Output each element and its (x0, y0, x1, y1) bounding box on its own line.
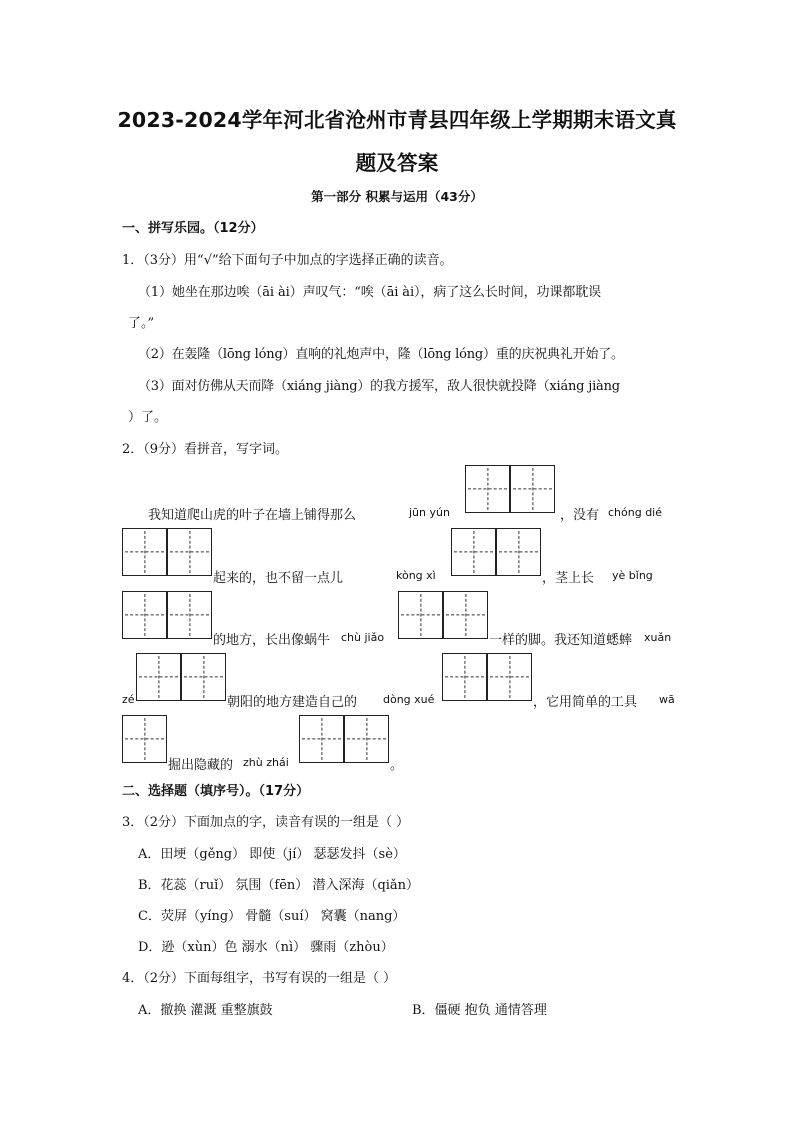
writing-box[interactable] (299, 715, 344, 763)
q3-option: A．田埂（gěng） 即使（jí） 瑟瑟发抖（sè） (138, 847, 406, 862)
q2-pinyin-5: chù jiǎo (341, 631, 385, 644)
writing-box[interactable] (510, 465, 555, 513)
writing-box[interactable] (487, 653, 532, 701)
q3-option: D．逊（xùn）色 溺水（nì） 骤雨（zhòu） (138, 940, 394, 955)
q3-option: C．荧屏（yíng） 骨髓（suí） 窝囊（nang） (138, 909, 406, 924)
q4-option-a: A．撤换 灌溉 重整旗鼓 (138, 1003, 273, 1018)
q2-pinyin-7: dòng xué (383, 693, 435, 706)
section1-heading: 一、拼写乐园。（12分） (122, 221, 264, 236)
section2-heading: 二、选择题（填序号）。（17分） (122, 784, 310, 799)
q2-line3-text: 的地方，长出像蜗牛 (213, 633, 331, 648)
q2-line5-text: 掘出隐藏的 (168, 758, 234, 773)
part-heading: 第一部分 积累与运用（43分） (311, 189, 483, 204)
document-title-line1: 2023-2024学年河北省沧州市青县四年级上学期期末语文真 (117, 108, 677, 132)
q2-pinyin-3: kòng xì (396, 569, 436, 582)
q2-line1-after: ，没有 (560, 508, 600, 523)
q4-stem: 4．（2分）下面每组字，书写有误的一组是（ ） (122, 971, 397, 986)
writing-box[interactable] (167, 528, 212, 576)
q2-line4-text: 朝阳的地方建造自己的 (227, 695, 358, 710)
q4-option-b: B．僵硬 抱负 通情答理 (412, 1003, 547, 1018)
writing-box[interactable] (442, 653, 487, 701)
q2-line2-text: 起来的，也不留一点儿 (213, 571, 344, 586)
q1-item1-line2: 了。” (128, 316, 155, 331)
document-title-line2: 题及答案 (355, 151, 439, 175)
writing-box[interactable] (496, 528, 541, 576)
q2-line3-after: 一样的脚。我还知道蟋蟀 (489, 633, 633, 648)
q1-item2: （2）在轰隆（lōng lóng）直响的礼炮声中，隆（lōng lóng）重的庆祝典礼开始了。 (138, 347, 624, 362)
q2-pinyin-8: wā (659, 693, 675, 706)
q2-line5-end: 。 (390, 758, 404, 773)
q2-pinyin-1: jūn yún (409, 506, 450, 519)
writing-box[interactable] (344, 715, 389, 763)
writing-box[interactable] (398, 591, 443, 639)
q2-pinyin-2: chóng dié (608, 506, 663, 519)
q2-line2-after: ，茎上长 (542, 571, 595, 586)
q2-pinyin-4: yè bǐng (612, 569, 653, 582)
writing-box[interactable] (443, 591, 488, 639)
writing-box[interactable] (122, 715, 167, 763)
writing-box[interactable] (465, 465, 510, 513)
q1-item3-line1: （3）面对仿佛从天而降（xiáng jiàng）的我方援军，敌人很快就投降（xiáng jiàng (138, 379, 620, 394)
q2-stem: 2．（9分）看拼音，写字词。 (122, 442, 289, 457)
q1-stem: 1．（3分）用“√”给下面句子中加点的字选择正确的读音。 (122, 253, 453, 268)
q2-line1-text: 我知道爬山虎的叶子在墙上铺得那么 (148, 508, 357, 523)
q2-line4-after: ，它用简单的工具 (533, 695, 638, 710)
writing-box[interactable] (136, 653, 181, 701)
q3-option: B．花蕊（ruǐ） 氛围（fēn） 潜入深海（qiǎn） (138, 878, 420, 893)
writing-box[interactable] (122, 591, 167, 639)
q3-stem: 3．（2分）下面加点的字，读音有误的一组是（ ） (122, 815, 410, 830)
writing-box[interactable] (167, 591, 212, 639)
writing-box[interactable] (122, 528, 167, 576)
q2-pinyin-6: xuǎn (644, 631, 672, 644)
writing-box[interactable] (451, 528, 496, 576)
writing-box[interactable] (181, 653, 226, 701)
q2-pinyin-6b: zé (122, 693, 135, 706)
q1-item3-line2: ）了。 (128, 410, 168, 425)
q2-pinyin-9: zhù zhái (243, 756, 289, 769)
q1-item1-line1: （1）她坐在那边唉（āi ài）声叹气：“唉（āi ài），病了这么长时间，功课都耽误 (138, 285, 602, 300)
